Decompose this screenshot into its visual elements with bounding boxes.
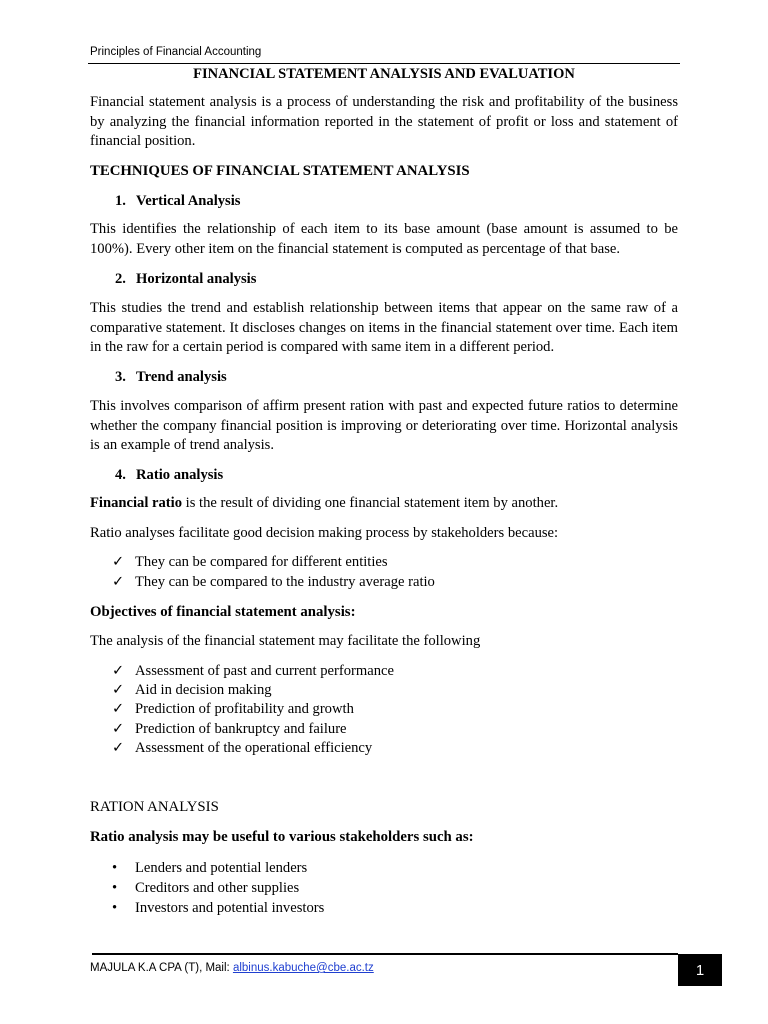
check-icon: ✓ xyxy=(112,682,125,698)
list-item xyxy=(112,662,394,680)
list-item xyxy=(112,681,272,699)
check-icon: ✓ xyxy=(112,663,125,679)
ratio-facilitate-text: Ratio analyses facilitate good decision making process by stakeholders because: xyxy=(90,525,559,541)
section-title: Horizontal analysis xyxy=(136,271,257,287)
list-item xyxy=(112,553,388,571)
bullet-icon: • xyxy=(112,880,118,896)
list-item-text: Lenders and potential lenders xyxy=(135,860,308,876)
list-item-text: They can be compared for different entities xyxy=(135,554,388,570)
section-text-trend: This involves comparison of affirm present ration with past and expected future ratios to determine whether the company financial position is improving or deteriorating over time. Horizontal analysis is an example of trend analysis. xyxy=(90,398,678,454)
objectives-intro: The analysis of the financial statement may facilitate the following xyxy=(90,633,481,649)
list-item xyxy=(112,720,347,738)
financial-ratio-rest: is the result of dividing one financial statement item by another. xyxy=(182,495,559,511)
page-title: FINANCIAL STATEMENT ANALYSIS AND EVALUATION xyxy=(193,66,575,82)
section-text-vertical: This identifies the relationship of each item to its base amount (base amount is assumed to be 100%). Every other item on the financial statement is computed as percentage of that base. xyxy=(90,221,678,257)
list-item-text: Assessment of the operational efficiency xyxy=(135,740,373,756)
techniques-heading: TECHNIQUES OF FINANCIAL STATEMENT ANALYSIS xyxy=(90,163,470,179)
list-item xyxy=(112,879,299,897)
list-item xyxy=(112,899,324,917)
stakeholders-heading: Ratio analysis may be useful to various stakeholders such as: xyxy=(90,829,474,845)
check-icon: ✓ xyxy=(112,740,125,756)
header-rule xyxy=(88,63,680,64)
section-heading-trend xyxy=(115,368,227,386)
list-item xyxy=(112,573,435,591)
list-item-text: Investors and potential investors xyxy=(135,900,325,916)
running-header: Principles of Financial Accounting xyxy=(90,46,262,58)
list-item xyxy=(112,700,354,718)
footer xyxy=(90,962,374,974)
list-item-text: Assessment of past and current performance xyxy=(135,663,394,679)
footer-rule xyxy=(92,953,678,955)
section-heading-ratio xyxy=(115,466,223,484)
intro-paragraph: Financial statement analysis is a process of understanding the risk and profitability of the business by analyzing the financial information reported in the statement of profit or loss and statement of financial position. xyxy=(90,94,678,150)
section-number: 3. xyxy=(115,369,126,385)
financial-ratio-term: Financial ratio xyxy=(90,495,183,511)
section-number: 4. xyxy=(115,467,126,483)
bullet-icon: • xyxy=(112,900,118,916)
bullet-icon: • xyxy=(112,860,118,876)
section-text-horizontal: This studies the trend and establish relationship between items that appear on the same raw of a comparative statement. It discloses changes on items in the financial statement over time. Each item in the raw for a certain period is compared with same item in a different period. xyxy=(90,300,678,356)
page-number: 1 xyxy=(678,954,722,986)
section-heading-vertical xyxy=(115,192,240,210)
check-icon: ✓ xyxy=(112,721,125,737)
list-item-text: Prediction of bankruptcy and failure xyxy=(135,721,347,737)
list-item xyxy=(112,739,372,757)
list-item-text: Prediction of profitability and growth xyxy=(135,701,354,717)
footer-author: MAJULA K.A CPA (T), Mail: xyxy=(90,962,233,974)
check-icon: ✓ xyxy=(112,554,125,570)
financial-ratio-definition xyxy=(90,494,678,514)
section-heading-horizontal xyxy=(115,270,256,288)
check-icon: ✓ xyxy=(112,574,125,590)
list-item-text: Creditors and other supplies xyxy=(135,880,300,896)
ration-analysis-heading: RATION ANALYSIS xyxy=(90,799,219,815)
check-icon: ✓ xyxy=(112,701,125,717)
section-number: 1. xyxy=(115,193,126,209)
list-item xyxy=(112,859,307,877)
objectives-heading: Objectives of financial statement analysis: xyxy=(90,604,356,620)
section-title: Vertical Analysis xyxy=(136,193,241,209)
list-item-text: They can be compared to the industry average ratio xyxy=(135,574,435,590)
section-number: 2. xyxy=(115,271,126,287)
email-link[interactable]: albinus.kabuche@cbe.ac.tz xyxy=(232,962,374,974)
section-title: Ratio analysis xyxy=(136,467,224,483)
section-title: Trend analysis xyxy=(136,369,227,385)
list-item-text: Aid in decision making xyxy=(135,682,272,698)
